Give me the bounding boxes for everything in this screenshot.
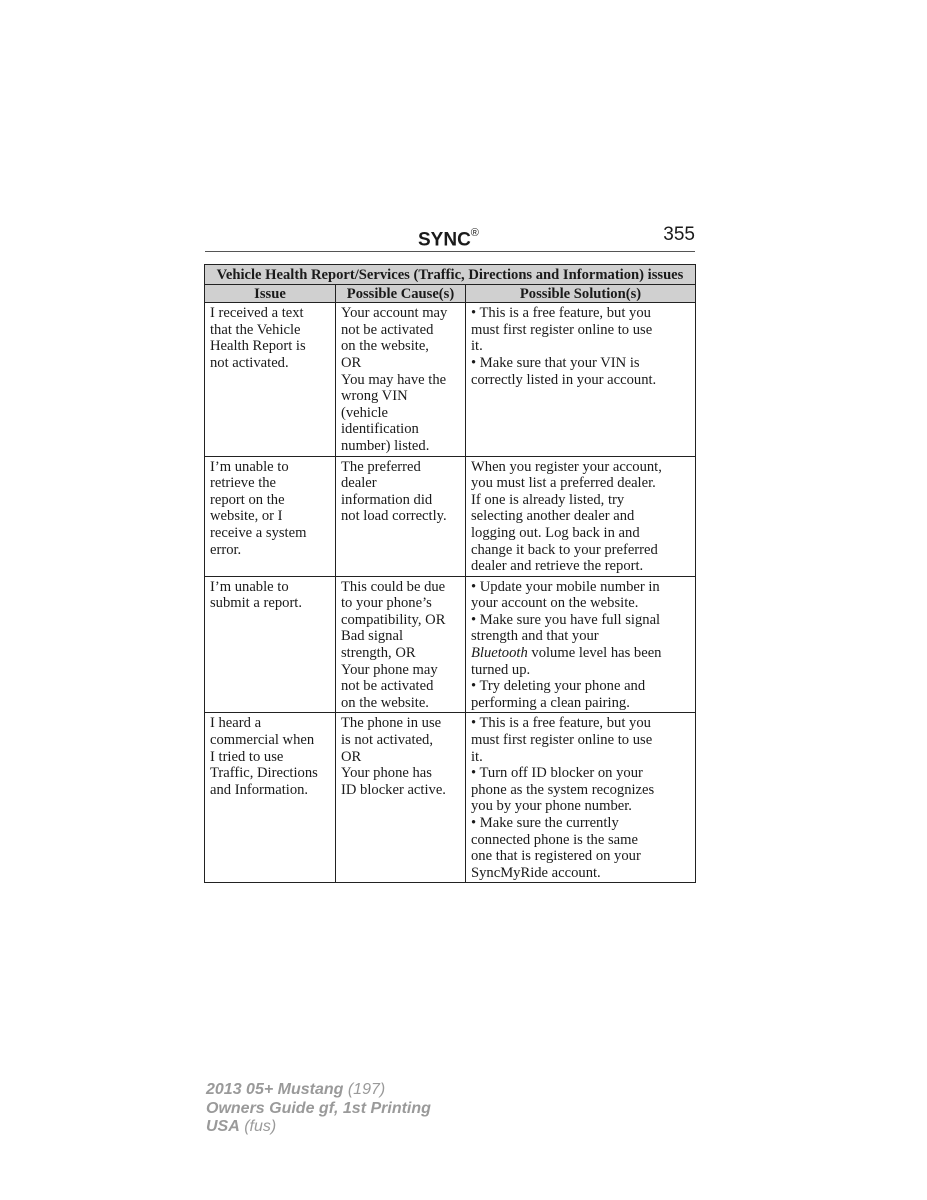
cell-text-line: I heard a [210, 715, 262, 732]
cell-text-line: • Update your mobile number in [471, 578, 660, 595]
footer-guide: Owners Guide gf, 1st Printing [206, 1099, 431, 1117]
footer-model: 2013 05+ Mustang [206, 1081, 344, 1098]
cause-cell [336, 303, 466, 456]
cell-text-line: Bad signal [341, 628, 404, 645]
cell-text-line: not load correctly. [341, 508, 447, 525]
table-title: Vehicle Health Report/Services (Traffic, Directions and Information) issues [205, 265, 696, 285]
cell-text-line: performing a clean pairing. [471, 694, 630, 711]
cause-cell [336, 713, 466, 883]
section-title [418, 224, 479, 251]
column-header-issue: Issue [205, 284, 336, 303]
cell-text-line: to your phone’s [341, 595, 432, 612]
cell-text-line: • Turn off ID blocker on your [471, 765, 643, 782]
cell-text-line: You may have the [341, 371, 447, 388]
table-row [205, 576, 696, 713]
issue-cell [205, 303, 336, 456]
cell-text-line: error. [210, 541, 242, 558]
cell-text-line: website, or I [210, 508, 283, 525]
troubleshooting-table [204, 264, 696, 883]
solution-cell [466, 303, 696, 456]
solution-cell [466, 713, 696, 883]
table-title-row [205, 265, 696, 285]
cell-text-line: • Try deleting your phone and [471, 678, 646, 695]
print-footer [206, 1081, 431, 1137]
page-header [205, 224, 695, 252]
cell-text-line: The preferred [341, 458, 421, 475]
footer-market: USA [206, 1118, 240, 1135]
cell-text-line: turned up. [471, 661, 531, 678]
cell-text-line: information did [341, 491, 433, 508]
column-header-cause: Possible Cause(s) [336, 284, 466, 303]
cell-text-line: you must list a preferred dealer. [471, 475, 656, 492]
cell-text-line: If one is already listed, try [471, 491, 625, 508]
cell-text-line: • Make sure you have full signal [471, 611, 661, 628]
cell-text-line: one that is registered on your [471, 848, 641, 865]
cell-text-line: submit a report. [210, 595, 303, 612]
cell-text-line: not activated. [210, 354, 289, 371]
bluetooth-term: Bluetooth [471, 645, 528, 662]
section-name: SYNC [418, 229, 471, 251]
cell-text-line: • Make sure the currently [471, 815, 619, 831]
solution-cell [466, 456, 696, 576]
cell-text-line: you by your phone number. [471, 798, 632, 815]
cell-text-line: number) listed. [341, 437, 430, 454]
footer-market-code: (fus) [239, 1118, 277, 1135]
cell-text-line [471, 645, 691, 662]
cell-text-line: it. [471, 338, 483, 355]
cell-text-line: This could be due [341, 578, 446, 595]
cell-text-line: compatibility, OR [341, 611, 446, 628]
cell-text-line: strength, OR [341, 645, 416, 662]
cell-text-line: correctly listed in your account. [471, 371, 657, 388]
cell-text-line: I received a text [210, 305, 304, 322]
cell-text-line: Your account may [341, 305, 448, 322]
cell-text-line: (vehicle [341, 404, 388, 421]
cell-text-fragment: volume level has been [527, 645, 662, 662]
cell-text-line: Your phone may [341, 661, 438, 678]
cell-text-line: your account on the website. [471, 595, 639, 612]
cell-text-line: • Make sure that your VIN is [471, 354, 640, 371]
cell-text-line: • This is a free feature, but you [471, 715, 651, 732]
cell-text-line: and Information. [210, 781, 309, 798]
cell-text-line: OR [341, 748, 362, 765]
cell-text-line: logging out. Log back in and [471, 524, 640, 541]
cell-text-line: change it back to your preferred [471, 541, 658, 558]
cell-text-line: • This is a free feature, but you [471, 305, 651, 322]
solution-cell [466, 576, 696, 713]
cell-text-line: receive a system [210, 524, 307, 541]
cell-text-line: is not activated, [341, 732, 433, 749]
cell-text-line: it. [471, 748, 483, 765]
table-row [205, 713, 696, 883]
cell-text-line: must first register online to use [471, 321, 653, 338]
cell-text-line: Traffic, Directions [210, 765, 318, 782]
cell-text-line: Health Report is [210, 338, 306, 355]
cell-text-line: ID blocker active. [341, 781, 446, 798]
cell-text-line: on the website. [341, 694, 429, 711]
cell-text-line: must first register online to use [471, 732, 653, 749]
cell-text-line: not be activated [341, 678, 434, 695]
issue-cell [205, 713, 336, 883]
cell-text-line: Your phone has [341, 765, 432, 782]
cell-text-line: report on the [210, 491, 285, 508]
cell-text-line: I tried to use [210, 748, 284, 765]
table-header-row [205, 284, 696, 303]
cell-text-line: I’m unable to [210, 578, 289, 595]
cell-text-line: commercial when [210, 732, 315, 749]
page-number: 355 [663, 224, 695, 245]
cell-text-line: wrong VIN [341, 388, 408, 405]
cell-text-line: SyncMyRide account. [471, 864, 601, 881]
column-header-solution: Possible Solution(s) [466, 284, 696, 303]
cell-text-line: strength and that your [471, 628, 599, 645]
footer-model-code: (197) [343, 1081, 386, 1098]
table-row [205, 456, 696, 576]
cause-cell [336, 576, 466, 713]
cell-text-line: not be activated [341, 321, 434, 338]
cell-text-line: that the Vehicle [210, 321, 301, 338]
cell-text-line: dealer and retrieve the report. [471, 558, 644, 575]
cell-text-line: I’m unable to [210, 458, 289, 475]
table-row [205, 303, 696, 456]
cell-text-line: OR [341, 354, 362, 371]
issue-cell [205, 456, 336, 576]
cell-text-line: retrieve the [210, 475, 277, 492]
cell-text-line: The phone in use [341, 715, 442, 732]
cell-text-line: dealer [341, 475, 377, 492]
registered-mark: ® [470, 227, 479, 239]
cell-text-line: connected phone is the same [471, 831, 638, 848]
cause-cell [336, 456, 466, 576]
cell-text-line: on the website, [341, 338, 429, 355]
cell-text-line: When you register your account, [471, 458, 662, 475]
issue-cell [205, 576, 336, 713]
cell-text-line: selecting another dealer and [471, 508, 635, 525]
cell-text-line: phone as the system recognizes [471, 781, 655, 798]
cell-text-line: identification [341, 421, 419, 438]
